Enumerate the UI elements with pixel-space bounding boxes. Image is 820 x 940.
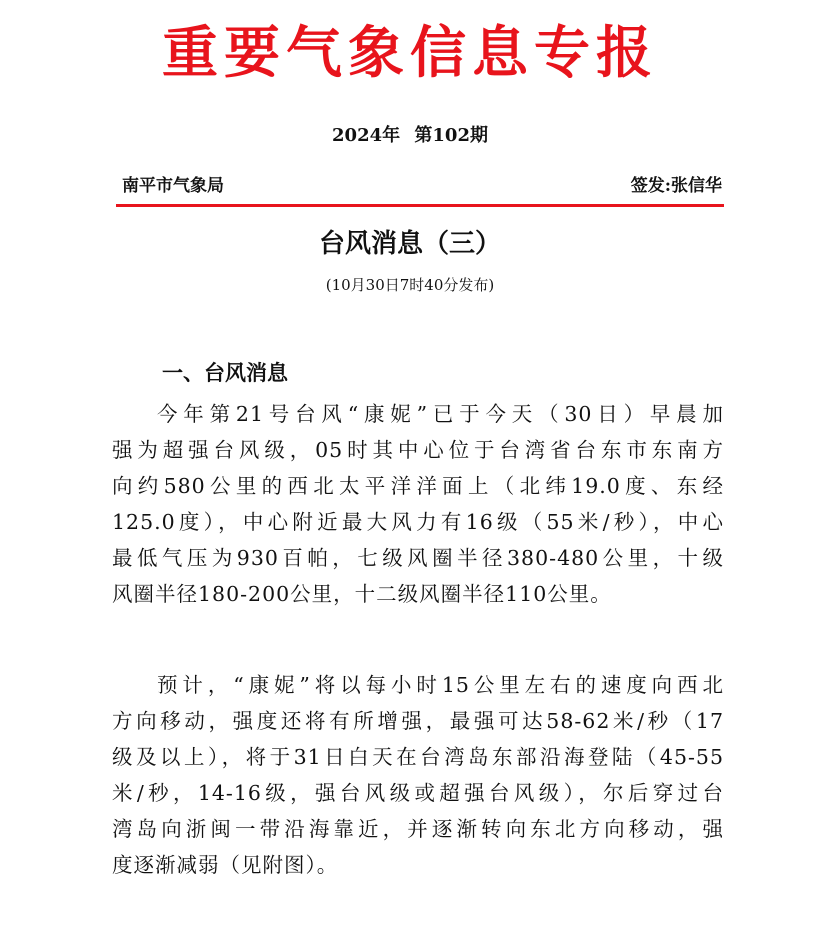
issue-number: 第102期 [414,125,488,146]
paragraph-line: 湾岛向浙闽一带沿海靠近，并逐渐转向东北方向移动，强 [112,817,724,841]
masthead-title: 重要气象信息专报 [162,21,658,86]
paragraph-line: 预计，“康妮”将以每小时15公里左右的速度向西北 [157,673,724,697]
document-title: 台风消息（三） [318,229,501,259]
paragraph-line: 度逐渐减弱（见附图）。 [112,853,339,877]
paragraph-line: 方向移动，强度还将有所增强，最强可达58-62米/秒（17 [112,709,724,733]
publisher-line [118,173,722,199]
issue-year: 2024年 [332,125,401,146]
red-divider [116,204,724,207]
paragraph-line: 125.0度），中心附近最大风力有16级（55米/秒），中心 [112,510,724,534]
paragraph-line: 向约580公里的西北太平洋洋面上（北纬19.0度、东经 [112,474,724,498]
release-time: (10月30日7时40分发布) [325,276,495,294]
paragraph-forecast [112,667,724,883]
paragraph-line: 风圈半径180-200公里，十二级风圈半径110公里。 [112,582,612,606]
paragraph-typhoon-status [112,396,724,612]
paragraph-line: 今年第21号台风“康妮”已于今天（30日）早晨加 [157,402,724,426]
signer: 签发:张信华 [630,176,722,196]
issue-line [0,123,820,149]
publisher-org: 南平市气象局 [122,176,224,196]
paragraph-line: 米/秒，14-16级，强台风级或超强台风级），尔后穿过台 [112,781,724,805]
paragraph-line: 强为超强台风级，05时其中心位于台湾省台东市东南方 [112,438,724,462]
paragraph-line: 级及以上），将于31日白天在台湾岛东部沿海登陆（45-55 [112,745,724,769]
paragraph-line: 最低气压为930百帕，七级风圈半径380-480公里，十级 [112,546,724,570]
section-heading: 一、台风消息 [162,361,288,385]
